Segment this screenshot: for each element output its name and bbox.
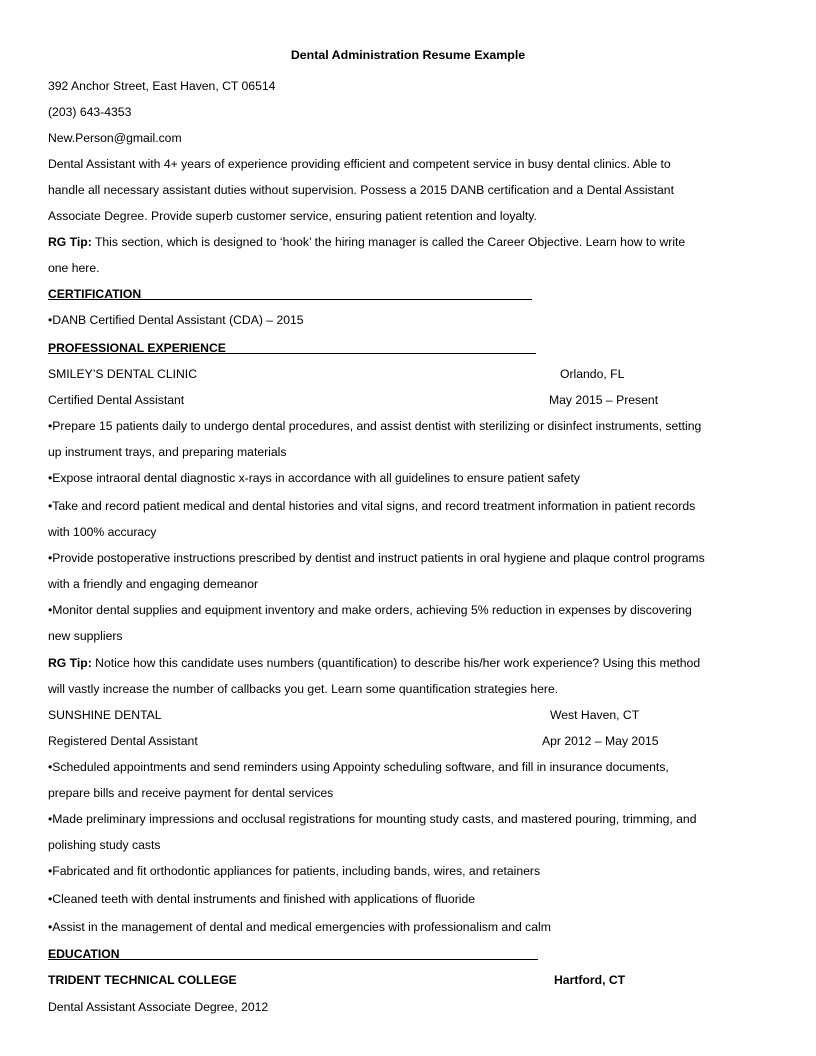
bullet-icon: • [48, 419, 53, 433]
contact-address: 392 Anchor Street, East Haven, CT 06514 [48, 79, 276, 93]
job-bullet-cont: up instrument trays, and preparing materials [48, 445, 287, 459]
section-heading-education: EDUCATION [48, 947, 120, 961]
job-dates: Apr 2012 – May 2015 [542, 734, 659, 748]
employer-name: SUNSHINE DENTAL [48, 708, 162, 722]
bullet-icon: • [48, 603, 53, 617]
bullet-icon: • [48, 313, 53, 327]
objective-line: handle all necessary assistant duties without supervision. Possess a 2015 DANB certification and a Dental Assistant [48, 183, 674, 197]
tip-career-objective [48, 234, 685, 250]
document-title: Dental Administration Resume Example [290, 48, 526, 62]
job-bullet: •Monitor dental supplies and equipment inventory and make orders, achieving 5% reduction in expenses by discovering [48, 603, 692, 617]
job-dates: May 2015 – Present [549, 393, 659, 407]
bullet-icon: • [48, 812, 53, 826]
bullet-icon: • [48, 499, 53, 513]
job-title: Registered Dental Assistant [48, 734, 198, 748]
section-heading-certification: CERTIFICATION [48, 287, 142, 301]
school-name: TRIDENT TECHNICAL COLLEGE [48, 973, 237, 987]
job-title: Certified Dental Assistant [48, 393, 185, 407]
job-bullet-cont: new suppliers [48, 629, 123, 643]
job-bullet: •Provide postoperative instructions prescribed by dentist and instruct patients in oral hygiene and plaque control programs [48, 551, 705, 565]
school-location: Hartford, CT [554, 973, 626, 987]
job-bullet: •Take and record patient medical and dental histories and vital signs, and record treatment information in patient records [48, 499, 696, 513]
job-bullet: •Expose intraoral dental diagnostic x-rays in accordance with all guidelines to ensure patient safety [48, 471, 581, 485]
bullet-icon: • [48, 551, 53, 565]
job-bullet-cont: polishing study casts [48, 838, 161, 852]
contact-phone: (203) 643-4353 [48, 105, 132, 119]
section-underline [48, 959, 538, 960]
employer-location: Orlando, FL [560, 367, 625, 381]
tip-text-cont: one here. [48, 261, 100, 275]
tip-text: Notice how this candidate uses numbers (quantification) to describe his/her work experience? Using this method [91, 656, 701, 670]
degree: Dental Assistant Associate Degree, 2012 [48, 1000, 269, 1014]
job-bullet: •Prepare 15 patients daily to undergo dental procedures, and assist dentist with sterilizing or disinfect instruments, setting [48, 419, 702, 433]
job-bullet: •Cleaned teeth with dental instruments and finished with applications of fluoride [48, 892, 476, 906]
tip-text-cont: will vastly increase the number of callbacks you get. Learn some quantification strategies here. [48, 682, 559, 696]
bullet-icon: • [48, 760, 53, 774]
tip-quantification [48, 655, 700, 671]
tip-label: RG Tip: [48, 656, 92, 670]
job-bullet: •Scheduled appointments and send reminders using Appointy scheduling software, and fill in insurance documents, [48, 760, 669, 774]
objective-line: Dental Assistant with 4+ years of experience providing efficient and competent service in busy dental clinics. Able to [48, 157, 671, 171]
bullet-icon: • [48, 471, 53, 485]
section-underline [48, 353, 536, 354]
job-bullet-cont: with 100% accuracy [48, 525, 157, 539]
contact-email: New.Person@gmail.com [48, 131, 182, 145]
tip-label: RG Tip: [48, 235, 92, 249]
job-bullet: •Made preliminary impressions and occlusal registrations for mounting study casts, and mastered pouring, trimming, and [48, 812, 697, 826]
certification-item: •DANB Certified Dental Assistant (CDA) – 2015 [48, 313, 304, 327]
job-bullet: •Assist in the management of dental and medical emergencies with professionalism and calm [48, 920, 551, 934]
section-underline [48, 299, 532, 300]
objective-line: Associate Degree. Provide superb customer service, ensuring patient retention and loyalty. [48, 209, 537, 223]
job-bullet-cont: with a friendly and engaging demeanor [48, 577, 259, 591]
bullet-icon: • [48, 892, 53, 906]
employer-location: West Haven, CT [550, 708, 640, 722]
bullet-icon: • [48, 920, 53, 934]
job-bullet-cont: prepare bills and receive payment for dental services [48, 786, 334, 800]
employer-name: SMILEY’S DENTAL CLINIC [48, 367, 197, 381]
tip-text: This section, which is designed to ‘hook’ the hiring manager is called the Career Objective. Learn how to write [91, 235, 686, 249]
job-bullet: •Fabricated and fit orthodontic appliances for patients, including bands, wires, and retainers [48, 864, 541, 878]
bullet-icon: • [48, 864, 53, 878]
section-heading-experience: PROFESSIONAL EXPERIENCE [48, 341, 226, 355]
